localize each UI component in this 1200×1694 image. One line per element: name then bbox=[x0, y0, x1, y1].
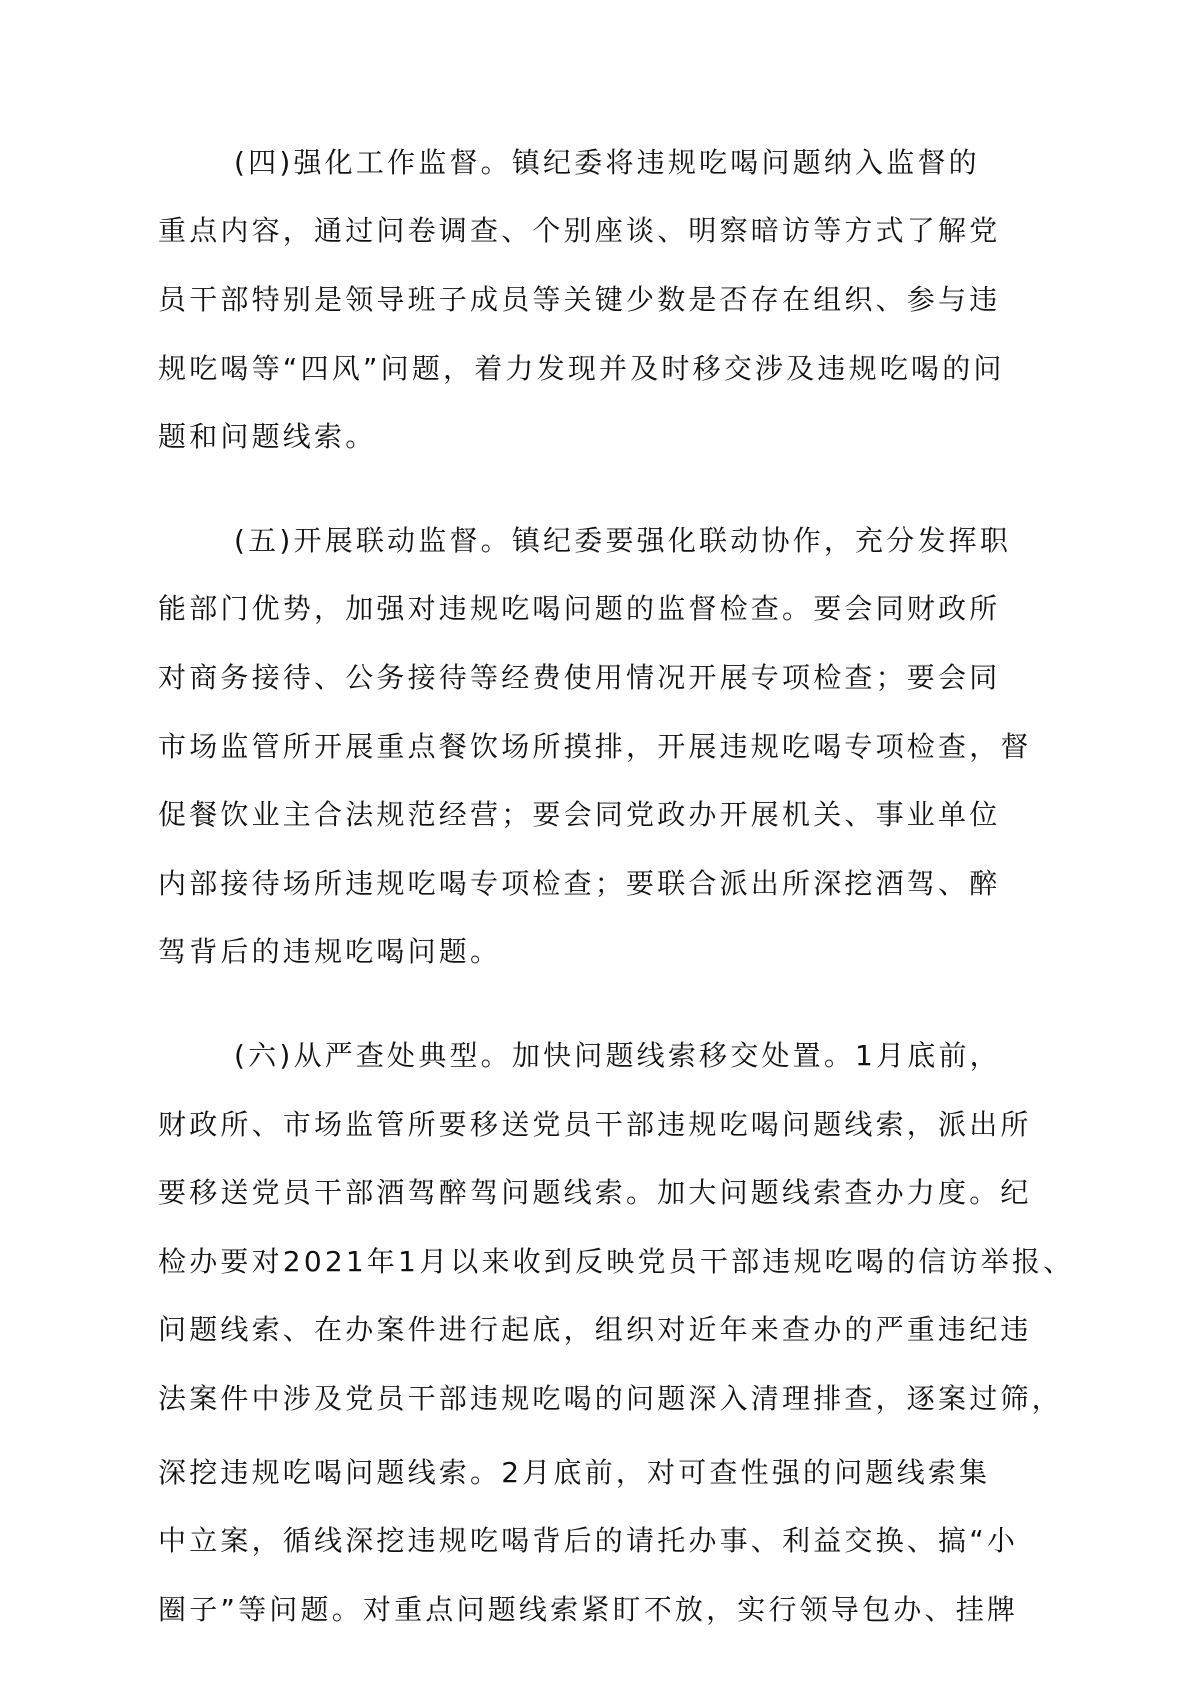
paragraph-6-line-4: 检办要对2021年1月以来收到反映党员干部违规吃喝的信访举报、 bbox=[158, 1245, 1075, 1278]
paragraph-4-line-3: 员干部特别是领导班子成员等关键少数是否存在组织、参与违 bbox=[158, 283, 1001, 316]
paragraph-5-line-6: 内部接待场所违规吃喝专项检查；要联合派出所深挖酒驾、醉 bbox=[158, 867, 1001, 900]
paragraph-4-line-1: (四)强化工作监督。镇纪委将违规吃喝问题纳入监督的 bbox=[234, 146, 980, 179]
paragraph-5-line-4: 市场监管所开展重点餐饮场所摸排，开展违规吃喝专项检查，督 bbox=[158, 730, 1032, 763]
paragraph-5-line-1: (五)开展联动监督。镇纪委要强化联动协作，充分发挥职 bbox=[234, 524, 1012, 557]
paragraph-5-line-2: 能部门优势，加强对违规吃喝问题的监督检查。要会同财政所 bbox=[158, 592, 1001, 625]
paragraph-6-line-2: 财政所、市场监管所要移送党员干部违规吃喝问题线索，派出所 bbox=[158, 1108, 1032, 1141]
paragraph-5-line-7: 驾背后的违规吃喝问题。 bbox=[158, 935, 502, 968]
paragraph-6-line-9: 圈子”等问题。对重点问题线索紧盯不放，实行领导包办、挂牌 bbox=[158, 1593, 1019, 1626]
paragraph-5-line-5: 促餐饮业主合法规范经营；要会同党政办开展机关、事业单位 bbox=[158, 798, 1001, 831]
paragraph-4-line-5: 题和问题线索。 bbox=[158, 420, 377, 453]
paragraph-6-line-7: 深挖违规吃喝问题线索。2月底前，对可查性强的问题线索集 bbox=[158, 1456, 991, 1489]
paragraph-6-line-6: 法案件中涉及党员干部违规吃喝的问题深入清理排查，逐案过筛， bbox=[158, 1382, 1063, 1415]
paragraph-6-line-5: 问题线索、在办案件进行起底，组织对近年来查办的严重违纪违 bbox=[158, 1313, 1032, 1346]
paragraph-6-line-1: (六)从严查处典型。加快问题线索移交处置。1月底前， bbox=[234, 1039, 1001, 1072]
paragraph-6-line-8: 中立案，循线深挖违规吃喝背后的请托办事、利益交换、搞“小 bbox=[158, 1524, 1019, 1557]
paragraph-6-line-3: 要移送党员干部酒驾醉驾问题线索。加大问题线索查办力度。纪 bbox=[158, 1176, 1032, 1209]
paragraph-5-line-3: 对商务接待、公务接待等经费使用情况开展专项检查；要会同 bbox=[158, 661, 1001, 694]
paragraph-4-line-4: 规吃喝等“四风”问题，着力发现并及时移交涉及违规吃喝的问 bbox=[158, 352, 1005, 385]
paragraph-4-line-2: 重点内容，通过问卷调查、个别座谈、明察暗访等方式了解党 bbox=[158, 214, 1001, 247]
